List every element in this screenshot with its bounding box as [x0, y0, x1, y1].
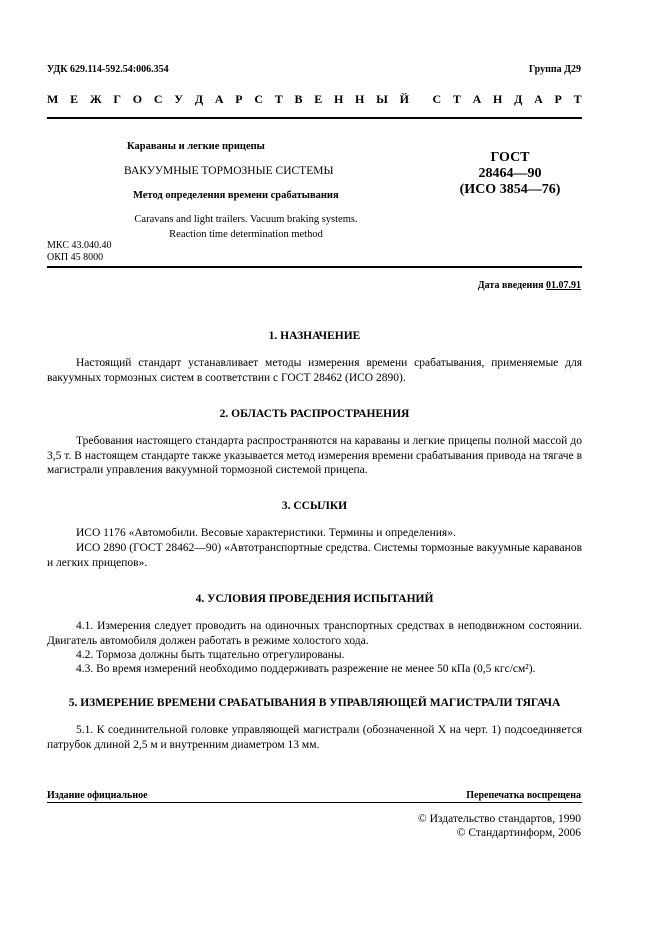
- title-method: Метод определения времени срабатывания: [133, 190, 339, 201]
- banner-letter: Ж: [89, 92, 102, 106]
- reprint-prohibited: Перепечатка воспрещена: [466, 790, 581, 801]
- banner-letter: Р: [235, 92, 243, 106]
- banner-letter: Д: [194, 92, 204, 106]
- iso-number: (ИСО 3854—76): [459, 182, 561, 197]
- english-title-line: Caravans and light trailers. Vacuum braking systems.: [134, 214, 358, 225]
- banner-letter: А: [472, 92, 482, 106]
- title-block-rule: [47, 266, 582, 268]
- classification-codes: [47, 240, 111, 264]
- copyright-line: © Издательство стандартов, 1990: [417, 813, 581, 825]
- banner-letter: Н: [493, 92, 503, 106]
- section-heading: 1. НАЗНАЧЕНИЕ: [268, 330, 361, 342]
- gost-designation: [448, 150, 572, 198]
- title-main: ВАКУУМНЫЕ ТОРМОЗНЫЕ СИСТЕМЫ: [124, 165, 334, 177]
- copyright-block: [418, 812, 581, 840]
- effective-date: [478, 280, 581, 291]
- banner-letter: С: [153, 92, 163, 106]
- section-heading: 5. ИЗМЕРЕНИЕ ВРЕМЕНИ СРАБАТЫВАНИЯ В УПРАВЛЯЮЩЕЙ МАГИСТРАЛИ ТЯГАЧА: [68, 697, 561, 709]
- mks-code: МКС 43.040.40: [47, 240, 112, 251]
- banner-letter: Т: [274, 92, 283, 106]
- banner-letter: С: [254, 92, 263, 106]
- okp-code: ОКП 45 8000: [47, 252, 104, 263]
- banner-letter: Н: [333, 92, 344, 106]
- footer-rule: [47, 802, 582, 803]
- banner-letter: Е: [314, 92, 323, 106]
- gost-label: ГОСТ: [490, 150, 530, 165]
- header-rule: [47, 117, 582, 119]
- section-paragraph: 4.1. Измерения следует проводить на одиночных транспортных средствах в неподвижном состоянии. Двигатель автомобиля должен работать в режиме холостого хода.: [47, 620, 582, 647]
- banner-letter: Е: [70, 92, 79, 106]
- section-paragraph: Требования настоящего стандарта распространяются на караваны и легкие прицепы полной массой до 3,5 т. В настоящем стандарте также указывается метод измерения времени срабатывания привода на тягаче в магистрали управления вакуумной тормозной системой прицепа.: [47, 435, 582, 476]
- section-heading: 3. ССЫЛКИ: [281, 500, 348, 512]
- section-paragraph: Настоящий стандарт устанавливает методы измерения времени срабатывания, применяемые для вакуумных тормозных систем в соответствии с ГОСТ 28462 (ИСО 2890).: [47, 357, 582, 384]
- gost-number: 28464—90: [478, 166, 542, 181]
- section-paragraph: ИСО 1176 «Автомобили. Весовые характеристики. Термины и определения».: [76, 527, 456, 539]
- banner-letter: А: [534, 92, 543, 106]
- banner-letter: Д: [514, 92, 523, 106]
- banner-letter: Т: [573, 92, 582, 106]
- official-edition: Издание официальное: [47, 790, 148, 801]
- section-paragraph: 4.3. Во время измерений необходимо поддерживать разрежение не менее 50 кПа (0,5 кгс/см²).: [76, 663, 536, 675]
- banner-letter: Й: [399, 92, 409, 106]
- english-title-line: Reaction time determination method: [169, 229, 323, 240]
- banner-letter: Н: [355, 92, 365, 106]
- banner-letter: Р: [554, 92, 562, 106]
- banner-letter: С: [432, 92, 442, 106]
- udk-code: УДК 629.114-592.54:006.354: [47, 64, 169, 75]
- title-subject: Караваны и легкие прицепы: [127, 141, 265, 152]
- banner-letter: Т: [452, 92, 461, 106]
- section-heading: 2. ОБЛАСТЬ РАСПРОСТРАНЕНИЯ: [219, 408, 410, 420]
- date-value: 01.07.91: [546, 280, 581, 291]
- banner-letter: В: [294, 92, 303, 106]
- standard-banner: [47, 92, 582, 107]
- banner-letter: О: [132, 92, 143, 106]
- copyright-line: © Стандартинформ, 2006: [456, 827, 581, 839]
- group-code: Группа Д29: [528, 64, 581, 75]
- banner-letter: М: [47, 92, 59, 106]
- section-paragraph: ИСО 2890 (ГОСТ 28462—90) «Автотранспортные средства. Системы тормозные вакуумные караванов и легких прицепов».: [47, 542, 582, 569]
- section-paragraph: 5.1. К соединительной головке управляющей магистрали (обозначенной X на черт. 1) подсоединяется патрубок длиной 2,5 м и внутренним диаметром 13 мм.: [47, 724, 582, 751]
- banner-letter: У: [174, 92, 184, 106]
- date-label: Дата введения: [477, 280, 544, 291]
- banner-letter: Г: [113, 92, 122, 106]
- banner-letter: Ы: [376, 92, 388, 106]
- section-paragraph: 4.2. Тормоза должны быть тщательно отрегулированы.: [76, 649, 345, 661]
- section-heading: 4. УСЛОВИЯ ПРОВЕДЕНИЯ ИСПЫТАНИЙ: [195, 593, 434, 605]
- banner-letter: А: [214, 92, 224, 106]
- english-title: [126, 212, 366, 242]
